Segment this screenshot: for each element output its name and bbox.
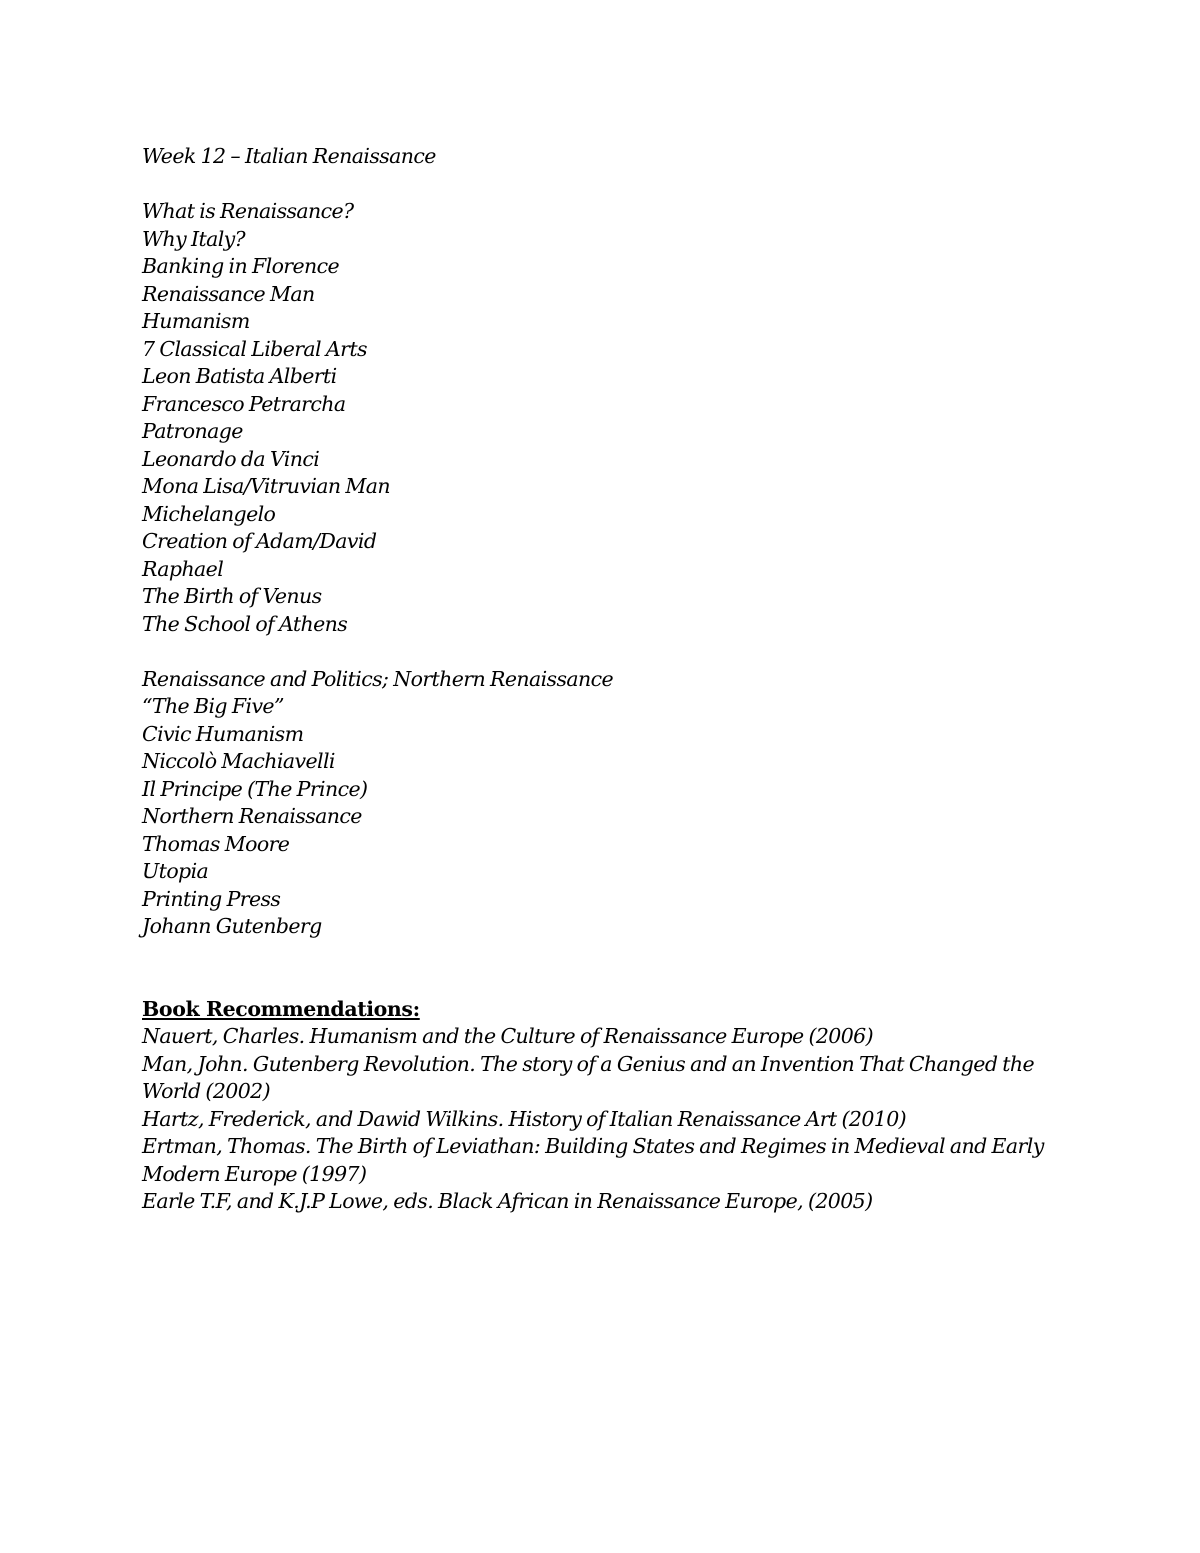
book-item: Man, John. Gutenberg Revolution. The story of a Genius and an Invention That Changed the World (2002) (142, 1051, 1035, 1103)
topic-item: Francesco Petrarcha (142, 391, 346, 416)
topic-item: Why Italy? (142, 226, 246, 251)
book-item: Earle T.F, and K.J.P Lowe, eds. Black African in Renaissance Europe, (2005) (142, 1189, 873, 1213)
topic-item: Utopia (142, 859, 209, 883)
book-item: Nauert, Charles. Humanism and the Culture of Renaissance Europe (2006) (142, 1024, 874, 1048)
topic-item: Michelangelo (142, 501, 276, 526)
spacer (142, 171, 1062, 199)
topic-item: Il Principe (The Prince) (142, 776, 368, 801)
topic-item: Creation of Adam/David (142, 529, 377, 553)
topic-item: Printing Press (142, 886, 281, 911)
document-body (142, 143, 1062, 1216)
topic-item: Humanism (142, 309, 250, 333)
topic-item: Johann Gutenberg (142, 914, 322, 938)
topic-item: Banking in Florence (142, 254, 340, 278)
topic-item: The Birth of Venus (142, 584, 322, 608)
topic-item: Civic Humanism (142, 721, 304, 746)
document-title: Week 12 – Italian Renaissance (142, 144, 436, 168)
topic-item: Patronage (142, 419, 243, 443)
topic-item: Northern Renaissance (142, 804, 362, 828)
topic-item: Raphael (142, 556, 224, 581)
book-item: Hartz, Frederick, and Dawid Wilkins. History of Italian Renaissance Art (2010) (142, 1106, 907, 1131)
topic-item: “The Big Five” (142, 694, 284, 718)
topic-item: 7 Classical Liberal Arts (142, 336, 367, 361)
topic-item: Mona Lisa/Vitruvian Man (142, 474, 391, 498)
topic-item: Niccolò Machiavelli (142, 749, 335, 773)
book-recommendations-heading: Book Recommendations: (142, 996, 420, 1021)
topic-item: The School of Athens (142, 611, 348, 636)
topic-item: Thomas Moore (142, 831, 290, 856)
spacer (142, 638, 1062, 666)
topic-list-1 (142, 198, 1062, 638)
topic-list-2 (142, 666, 1062, 941)
topic-item: Leon Batista Alberti (142, 364, 337, 388)
spacer (142, 941, 1062, 996)
book-recommendations (142, 996, 1062, 1216)
book-item: Ertman, Thomas. The Birth of Leviathan: Building States and Regimes in Medieval and Early Modern Europe (1997) (142, 1134, 1044, 1186)
topic-item: What is Renaissance? (142, 199, 354, 223)
topic-item: Renaissance Man (142, 281, 315, 306)
topic-item: Leonardo da Vinci (142, 446, 320, 471)
topic-item: Renaissance and Politics; Northern Renaissance (142, 666, 614, 691)
